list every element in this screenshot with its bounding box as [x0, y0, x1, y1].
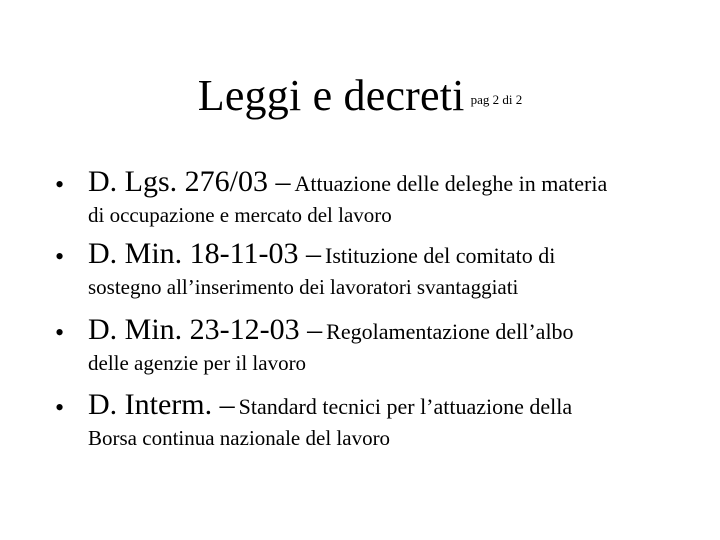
item-heading-line	[88, 387, 572, 425]
decree-code: D. Min. 18-11-03 –	[88, 237, 322, 270]
decree-code: D. Lgs. 276/03 –	[88, 165, 291, 198]
decree-description-continued: Borsa continua nazionale del lavoro	[88, 426, 391, 450]
decree-description: Regolamentazione dell’albo	[326, 319, 574, 344]
decree-code: D. Min. 23-12-03 –	[88, 313, 323, 346]
title-text: Leggi e decreti	[197, 71, 465, 120]
decree-description-continued: sostegno all’inserimento dei lavoratori svantaggiati	[88, 275, 519, 299]
decree-description-continued: delle agenzie per il lavoro	[88, 351, 307, 375]
decree-description: Standard tecnici per l’attuazione della	[238, 394, 573, 419]
bullet-icon: •	[55, 318, 65, 347]
bullet-icon: •	[55, 393, 65, 422]
decree-description: Attuazione delle deleghe in materia	[294, 171, 608, 196]
bullet-icon: •	[55, 242, 65, 271]
decree-description-continued: di occupazione e mercato del lavoro	[88, 203, 392, 227]
page-indicator: pag 2 di 2	[470, 92, 523, 107]
bullet-icon: •	[55, 170, 65, 199]
decree-description: Istituzione del comitato di	[325, 243, 556, 268]
decree-code: D. Interm. –	[88, 388, 235, 421]
item-heading-line	[88, 236, 555, 274]
item-heading-line	[88, 312, 574, 350]
item-heading-line	[88, 164, 607, 202]
